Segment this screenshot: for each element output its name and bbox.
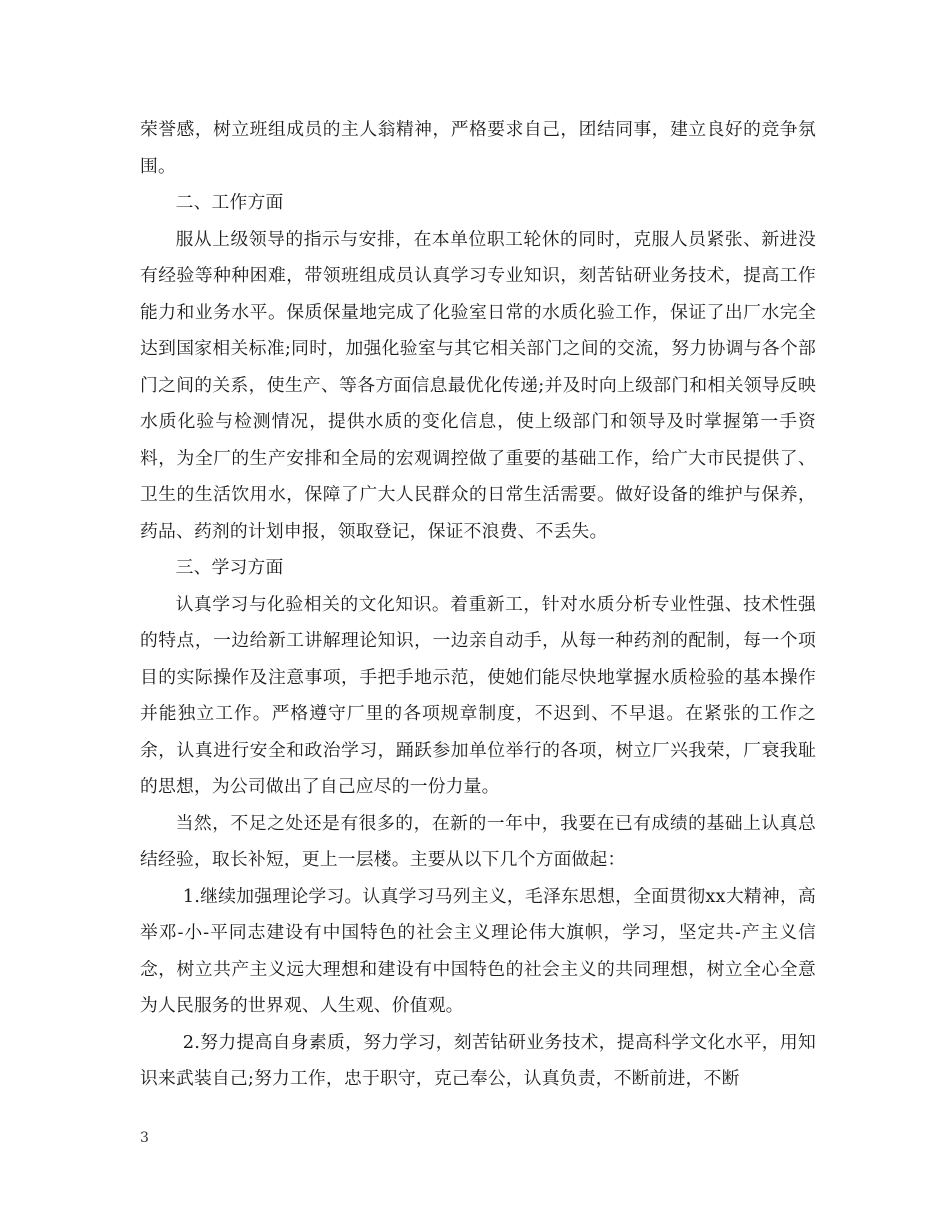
paragraph-study: 认真学习与化验相关的文化知识。着重新工，针对水质分析专业性强、技术性强的特点，一边给新工讲解理论知识，一边亲自动手，从每一种药剂的配制，每一个项目的实际操作及注意事项，手把手地示范，使她们能尽快地掌握水质检验的基本操作并能独立工作。严格遵守厂里的各项规章制度，不迟到、不早退。在紧张的工作之余，认真进行安全和政治学习，踊跃参加单位举行的各项，树立厂兴我荣，厂衰我耻的思想，为公司做出了自己应尽的一份力量。 (140, 593, 816, 797)
paragraph-continuation: 荣誉感，树立班组成员的主人翁精神，严格要求自己，团结同事，建立良好的竞争氛围。 (140, 119, 816, 177)
section-heading-work: 二、工作方面 (175, 192, 284, 213)
numbered-item-2: 2.努力提高自身素质，努力学习，刻苦钻研业务技术，提高科学文化水平，用知识来武装自己;努力工作，忠于职守，克己奉公，认真负责，不断前进，不断 (140, 1031, 816, 1089)
section-heading-study: 三、学习方面 (175, 557, 284, 578)
page-number: 3 (140, 1130, 149, 1146)
paragraph-shortcomings: 当然，不足之处还是有很多的，在新的一年中，我要在已有成绩的基础上认真总结经验，取长补短，更上一层楼。主要从以下几个方面做起： (140, 812, 816, 870)
numbered-item-1: 1.继续加强理论学习。认真学习马列主义，毛泽东思想，全面贯彻xx大精神，高举邓-小-平同志建设有中国特色的社会主义理论伟大旗帜，学习，坚定共-产主义信念，树立共产主义远大理想和建设有中国特色的社会主义的共同理想，树立全心全意为人民服务的世界观、人生观、价值观。 (140, 885, 816, 1016)
paragraph-work: 服从上级领导的指示与安排，在本单位职工轮休的同时，克服人员紧张、新进没有经验等种种困难，带领班组成员认真学习专业知识，刻苦钻研业务技术，提高工作能力和业务水平。保质保量地完成了化验室日常的水质化验工作，保证了出厂水完全达到国家相关标准;同时，加强化验室与其它相关部门之间的交流，努力协调与各个部门之间的关系，使生产、等各方面信息最优化传递;并及时向上级部门和相关领导反映水质化验与检测情况，提供水质的变化信息，使上级部门和领导及时掌握第一手资料，为全厂的生产安排和全局的宏观调控做了重要的基础工作，给广大市民提供了、卫生的生活饮用水，保障了广大人民群众的日常生活需要。做好设备的维护与保养，药品、药剂的计划申报，领取登记，保证不浪费、不丢失。 (140, 228, 816, 542)
document-body (140, 112, 816, 1098)
